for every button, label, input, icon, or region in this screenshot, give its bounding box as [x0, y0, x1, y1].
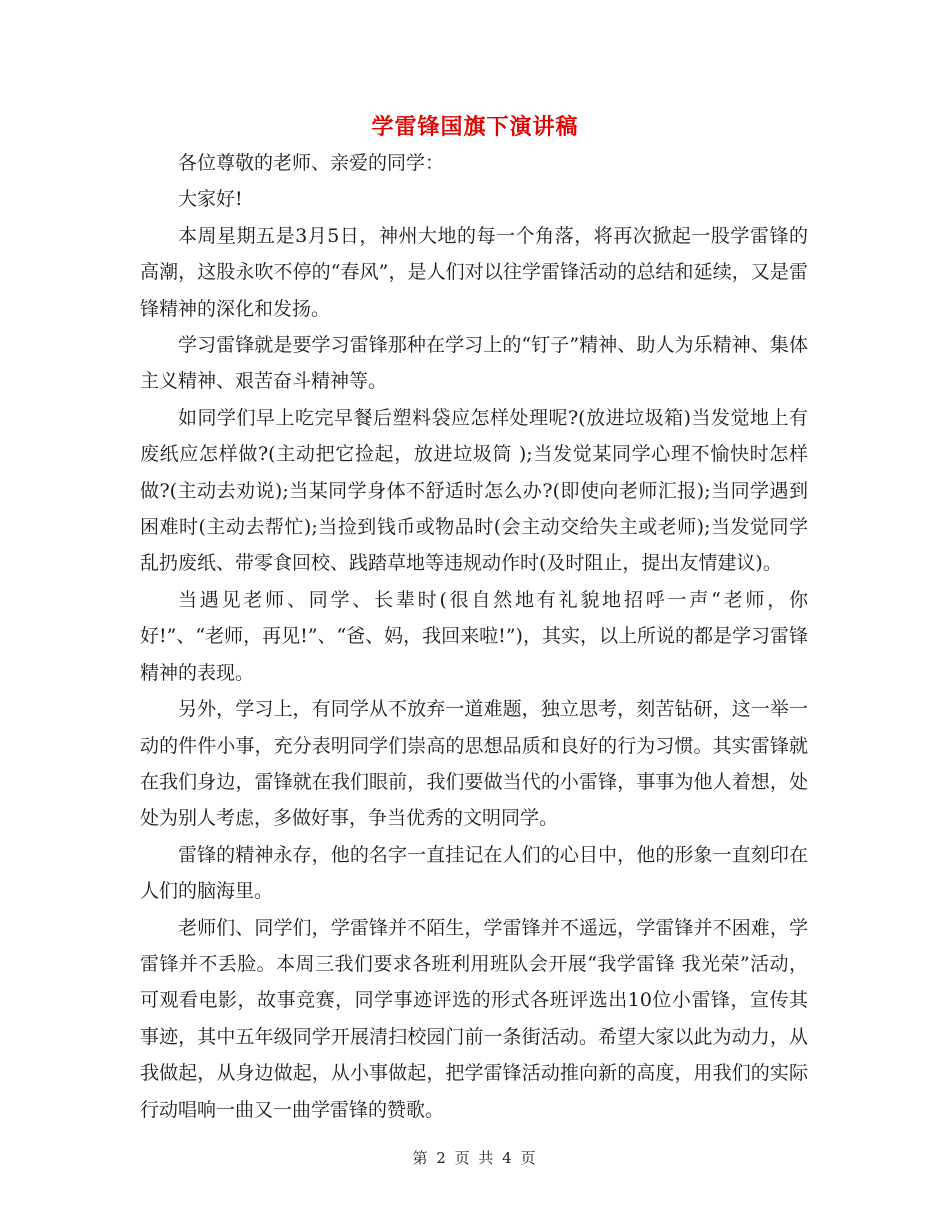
- body-paragraph: 当遇见老师、同学、长辈时(很自然地有礼貌地招呼一声“老师，你好!”、“老师，再见!”、“爸、妈，我回来啦!”)，其实，以上所说的都是学习雷锋精神的表现。: [140, 588, 808, 684]
- page-number-footer: 第 2 页 共 4 页: [412, 1149, 538, 1167]
- document-body: [140, 145, 808, 1128]
- body-paragraph: 学习雷锋就是要学习雷锋那种在学习上的“钉子”精神、助人为乐精神、集体主义精神、艰苦奋斗精神等。: [140, 334, 808, 393]
- body-paragraph: 本周星期五是3月5日，神州大地的每一个角落，将再次掀起一股学雷锋的高潮，这股永吹不停的“春风”，是人们对以往学雷锋活动的总结和延续，又是雷锋精神的深化和发扬。: [140, 224, 808, 320]
- salutation-paragraph: 大家好!: [178, 188, 243, 211]
- body-paragraph: 老师们、同学们，学雷锋并不陌生，学雷锋并不遥远，学雷锋并不困难，学雷锋并不丢脸。本周三我们要求各班利用班队会开展“我学雷锋 我光荣”活动，可观看电影，故事竞赛，同学事迹评选的形式各班评选出10位小雷锋，宣传其事迹，其中五年级同学开展清扫校园门前一条街活动。希望大家以此为动力，从我做起，从身边做起，从小事做起，把学雷锋活动推向新的高度，用我们的实际行动唱响一曲又一曲学雷锋的赞歌。: [140, 916, 808, 1121]
- body-paragraph: 如同学们早上吃完早餐后塑料袋应怎样处理呢?(放进垃圾箱)当发觉地上有废纸应怎样做?(主动把它捡起，放进垃圾筒 );当发觉某同学心理不愉快时怎样做?(主动去劝说);当某同学身体不舒适时怎么办?(即使向老师汇报);当同学遇到困难时(主动去帮忙);当捡到钱币或物品时(会主动交给失主或老师);当发觉同学乱扔废纸、带零食回校、践踏草地等违规动作时(及时阻止，提出友情建议)。: [140, 406, 808, 575]
- body-paragraph: 另外，学习上，有同学从不放弃一道难题，独立思考，刻苦钻研，这一举一动的件件小事，充分表明同学们崇高的思想品质和良好的行为习惯。其实雷锋就在我们身边，雷锋就在我们眼前，我们要做当代的小雷锋，事事为他人着想，处处为别人考虑，多做好事，争当优秀的文明同学。: [140, 698, 808, 830]
- greeting-paragraph: 各位尊敬的老师、亲爱的同学：: [178, 152, 445, 174]
- body-paragraph: 雷锋的精神永存，他的名字一直挂记在人们的心目中，他的形象一直刻印在人们的脑海里。: [140, 843, 808, 903]
- document-title: 学雷锋国旗下演讲稿: [371, 114, 579, 140]
